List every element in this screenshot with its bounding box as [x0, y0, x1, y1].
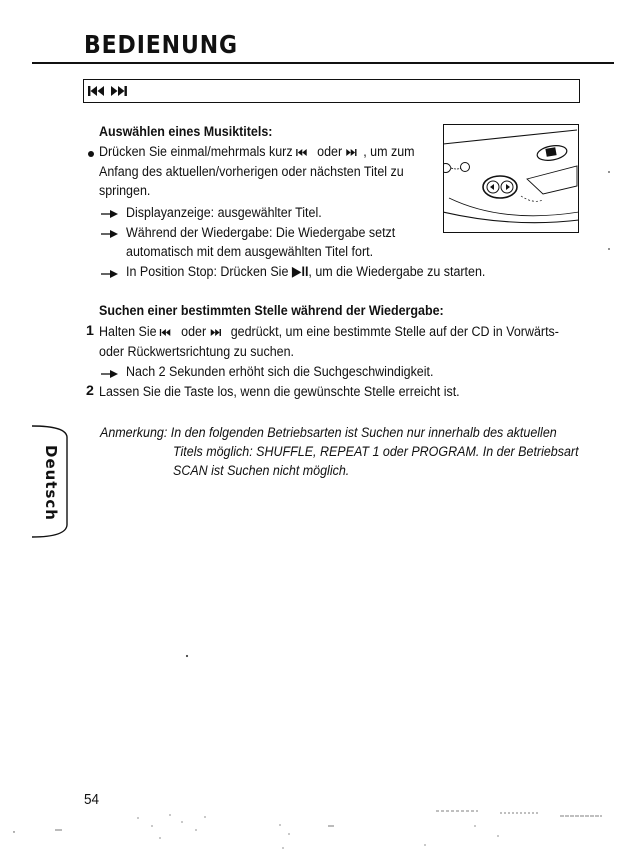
play-pause-key: ▶II	[291, 264, 309, 280]
cd-player-illustration	[443, 124, 579, 233]
select-result-playback-line1: Während der Wiedergabe: Die Wiedergabe setzt	[126, 225, 396, 241]
search-step1-result: Nach 2 Sekunden erhöht sich die Suchgeschwindigkeit.	[126, 364, 434, 380]
bullet	[88, 151, 94, 157]
result-arrow-icon	[101, 369, 119, 379]
section-heading-search: Suchen einer bestimmten Stelle während der Wiedergabe:	[99, 303, 444, 319]
note-line1: Anmerkung: In den folgenden Betriebsarten ist Suchen nur innerhalb des aktuellen	[100, 425, 557, 441]
skip-previous-next-icon	[87, 83, 131, 99]
select-result-playback-line2: automatisch mit dem ausgewählten Titel fort.	[126, 244, 374, 260]
step-number: 2	[86, 383, 94, 399]
result-arrow-icon	[101, 269, 119, 279]
skip-previous-icon	[160, 328, 178, 337]
note-line3: SCAN ist Suchen nicht möglich.	[173, 463, 350, 479]
select-result-display: Displayanzeige: ausgewählter Titel.	[126, 205, 322, 221]
language-tab	[38, 447, 64, 527]
step-number: 1	[86, 323, 94, 339]
search-step1-line1: Halten Sie oder gedrückt, um eine bestimmte Stelle auf der CD in Vorwärts-	[99, 324, 559, 340]
skip-next-icon	[346, 148, 364, 157]
search-step1-line2: oder Rückwertsrichtung zu suchen.	[99, 344, 295, 360]
result-arrow-icon	[101, 209, 119, 219]
search-step2: Lassen Sie die Taste los, wenn die gewünschte Stelle erreicht ist.	[99, 384, 460, 400]
language-tab-label: Deutsch	[42, 445, 60, 521]
skip-previous-icon	[296, 148, 314, 157]
skip-next-icon	[210, 328, 228, 337]
select-instruction-line1: Drücken Sie einmal/mehrmals kurz oder , um zum	[99, 144, 415, 160]
page-number: 54	[84, 791, 100, 808]
section-heading-select: Auswählen eines Musiktitels:	[99, 124, 273, 140]
select-instruction-line3: springen.	[99, 183, 151, 199]
select-result-stop: In Position Stop: Drücken Sie ▶II, um die Wiedergabe zu starten.	[126, 264, 486, 280]
section-header-box	[83, 79, 580, 103]
result-arrow-icon	[101, 229, 119, 239]
note-line2: Titels möglich: SHUFFLE, REPEAT 1 oder PROGRAM. In der Betriebsart	[173, 444, 579, 460]
note-label: Anmerkung:	[100, 425, 168, 441]
page-title: BEDIENUNG	[84, 30, 238, 59]
title-divider	[32, 62, 614, 64]
select-instruction-line2: Anfang des aktuellen/vorherigen oder nächsten Titel zu	[99, 164, 404, 180]
